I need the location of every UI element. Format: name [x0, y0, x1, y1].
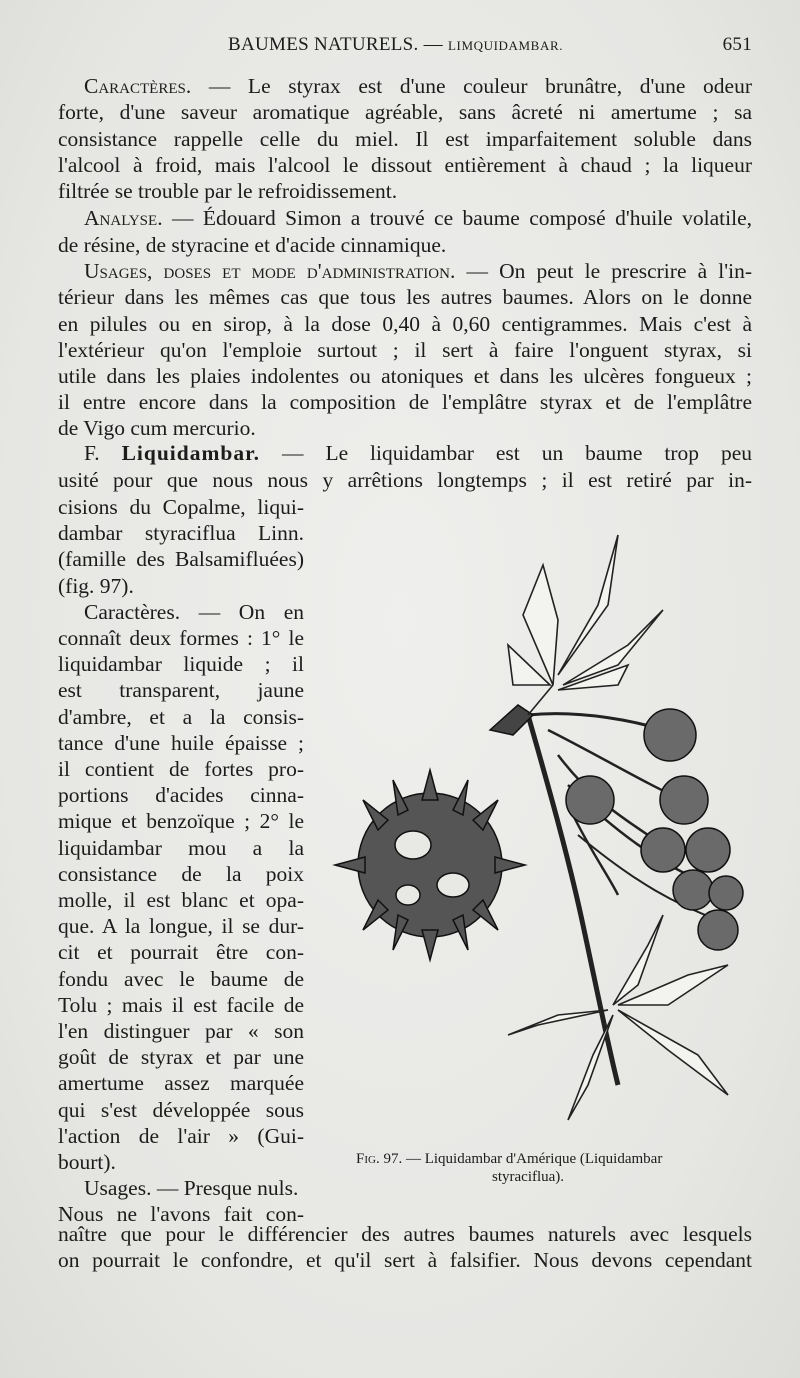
column-line: amertume assez marquée: [58, 1071, 304, 1096]
running-title-sub: LIMQUIDAMBAR.: [448, 38, 564, 53]
running-title-main: BAUMES NATURELS. —: [228, 34, 443, 55]
column-line: qui s'est développée sous: [58, 1097, 304, 1122]
line-text: — Édouard Simon a trouvé ce baume composé d'huile volatile,: [162, 206, 752, 230]
column-line: (famille des Balsamifluées): [58, 547, 304, 572]
intro-line-2: usité pour que nous nous y arrêtions longtemps ; il est retiré par in-: [58, 468, 752, 492]
section-heading: Analyse.: [84, 206, 163, 230]
body-line: [58, 363, 752, 389]
column-line: tance d'une huile épaisse ;: [58, 730, 304, 755]
body-line: [58, 337, 752, 363]
line-text: utile dans les plaies indolentes ou atoniques et dans les ulcères fongueux ;: [58, 364, 752, 388]
running-header: [58, 34, 752, 60]
final-line-1: naître que pour le différencier des autres baumes naturels avec lesquels: [58, 1222, 752, 1246]
running-title: [228, 34, 563, 56]
spiky-fruit: [335, 770, 525, 960]
column-line: il contient de fortes pro-: [58, 757, 304, 781]
column-line: Tolu ; mais il est facile de: [58, 992, 304, 1017]
section-heading: Usages, doses et mode d'administration.: [84, 259, 456, 283]
line-text: l'alcool à froid, mais l'alcool le dissout entièrement à chaud ; la liqueur: [58, 153, 752, 177]
column-line: Usages. — Presque nuls.: [84, 1176, 299, 1201]
line-text: consistance rappelle celle du miel. Il est imparfaitement soluble dans: [58, 127, 752, 151]
column-line: connaît deux formes : 1° le: [58, 626, 304, 650]
caption-line-2: styraciflua).: [492, 1169, 565, 1185]
column-line: d'ambre, et a la consis-: [58, 704, 304, 729]
column-line: mique et benzoïque ; 2° le: [58, 809, 304, 834]
final-line-2: on pourrait le confondre, et qu'il sert à falsifier. Nous devons cependant: [58, 1248, 752, 1272]
liquidambar-intro-line: [84, 440, 752, 466]
column-line: l'en distinguer par « son: [58, 1019, 304, 1043]
body-line: [58, 152, 752, 178]
caption-line-1: — Liquidambar d'Amérique (Liquidambar: [402, 1151, 663, 1167]
line-text: térieur dans les mêmes cas que tous les autres baumes. Alors on le donne: [58, 285, 752, 309]
bottom-leaf: [508, 915, 728, 1120]
column-line: Caractères. — On en: [84, 599, 304, 624]
line-text: — On peut le prescrire à l'in-: [455, 259, 753, 283]
column-line: consistance de la poix: [58, 861, 304, 886]
column-line: liquidambar liquide ; il: [58, 652, 304, 677]
column-line: est transparent, jaune: [58, 678, 304, 703]
top-leaf: [508, 535, 663, 715]
column-line: portions d'acides cinna-: [58, 783, 304, 808]
line-text: de Vigo cum mercurio.: [58, 416, 256, 440]
column-line: l'action de l'air » (Gui-: [58, 1123, 304, 1148]
column-line: goût de styrax et par une: [58, 1045, 304, 1070]
line-text: l'extérieur qu'on l'emploie surtout ; il sert à faire l'onguent styrax, si: [58, 338, 752, 362]
body-line: [84, 73, 752, 99]
column-line: liquidambar mou a la: [58, 835, 304, 860]
body-line: [58, 99, 752, 125]
fruit-balls: [566, 709, 743, 950]
line-text: forte, d'une saveur aromatique agréable, sans âcreté ni amertume ; sa: [58, 100, 752, 124]
section-heading: Caractères.: [84, 74, 192, 98]
column-line: fondu avec le baume de: [58, 966, 304, 991]
main-stem: [528, 715, 618, 1085]
line-text: filtrée se trouble par le refroidissement.: [58, 179, 398, 203]
body-line: [58, 232, 752, 258]
column-line: Nous ne l'avons fait con-: [58, 1202, 304, 1227]
column-line: bourt).: [58, 1150, 116, 1174]
body-line: [58, 389, 752, 415]
liquidambar-illustration: [318, 525, 758, 1155]
bud: [490, 705, 533, 735]
body-line: [58, 311, 752, 337]
column-line: dambar styraciflua Linn.: [58, 521, 304, 546]
body-line: [58, 284, 752, 310]
body-line: [58, 126, 752, 152]
body-line: [84, 258, 752, 284]
line-text: — Le styrax est d'une couleur brunâtre, d'une odeur: [191, 74, 752, 98]
column-line: cit et pourrait être con-: [58, 940, 304, 965]
figure-label: Fig. 97.: [356, 1151, 403, 1167]
line-text: de résine, de styracine et d'acide cinnamique.: [58, 233, 447, 257]
intro-rest: — Le liquidambar est un baume trop peu: [260, 441, 753, 465]
column-line: que. A la longue, il se dur-: [58, 914, 304, 939]
line-text: en pilules ou en sirop, à la dose 0,40 à 0,60 centigrammes. Mais c'est à: [58, 312, 752, 336]
column-line: cisions du Copalme, liqui-: [58, 495, 304, 519]
figure-caption: [356, 1150, 746, 1186]
column-line: molle, il est blanc et opa-: [58, 888, 304, 912]
body-line: [58, 415, 752, 441]
section-term: Liquidambar.: [121, 441, 261, 465]
column-line: (fig. 97).: [58, 573, 134, 598]
body-line: [84, 205, 752, 231]
section-letter: F.: [84, 441, 100, 465]
page-number: 651: [722, 34, 752, 55]
body-line: [58, 178, 752, 204]
line-text: il entre encore dans la composition de l'emplâtre styrax et de l'emplâtre: [58, 390, 752, 414]
